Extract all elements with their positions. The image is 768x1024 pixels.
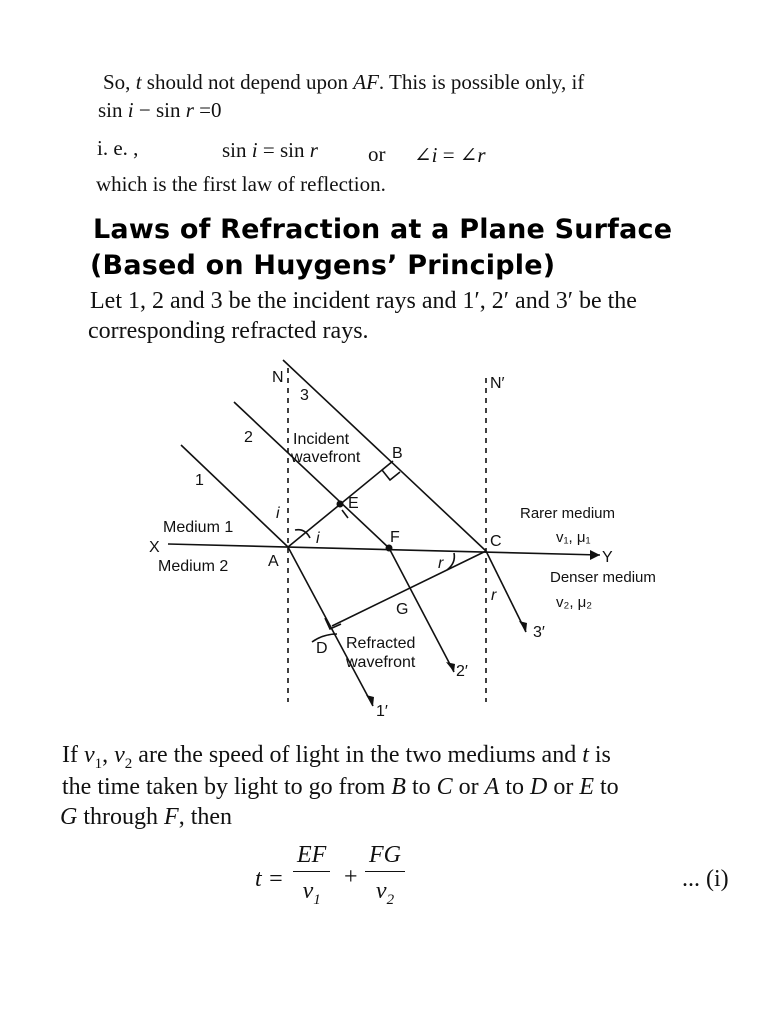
var-v: v xyxy=(302,878,314,904)
denominator-v1 xyxy=(293,872,330,909)
equation-plus: + xyxy=(344,864,358,890)
var-B: B xyxy=(391,774,406,800)
numerator-fg: FG xyxy=(365,842,405,872)
subscript: 1 xyxy=(94,755,103,772)
label-denser-medium: Denser medium xyxy=(550,569,656,586)
para2-line-2 xyxy=(62,774,619,801)
label-medium-1: Medium 1 xyxy=(163,519,234,536)
var-G: G xyxy=(60,804,78,830)
arrow-1p xyxy=(366,695,374,706)
refraction-diagram xyxy=(0,350,768,730)
incident-ray-2 xyxy=(234,402,389,548)
label-d: D xyxy=(316,640,328,657)
var-A: A xyxy=(484,774,500,800)
refracted-ray-1 xyxy=(288,547,373,706)
var-i: i xyxy=(431,143,438,167)
var-F: F xyxy=(164,804,179,830)
arrow-2p xyxy=(446,662,455,672)
text-run: , xyxy=(102,742,115,768)
var-r: r xyxy=(477,143,486,167)
text-run: So, xyxy=(103,70,136,94)
refracted-wavefront xyxy=(332,551,486,626)
var-AF: AF xyxy=(353,70,379,94)
label-n: N xyxy=(272,369,284,386)
var-C: C xyxy=(436,774,453,800)
text-run: or xyxy=(547,774,580,800)
var-t: t xyxy=(582,742,589,768)
label-angle-r-mid: r xyxy=(438,555,444,572)
label-incident: Incident xyxy=(293,431,350,448)
text-run: to xyxy=(405,774,437,800)
arrow-3p xyxy=(519,621,527,632)
subscript: 1 xyxy=(313,891,321,908)
arrow-y xyxy=(590,550,600,560)
subscript: 2 xyxy=(386,891,395,908)
text-run: is xyxy=(588,742,611,768)
label-angle-r-low: r xyxy=(491,587,497,604)
equation-sin xyxy=(222,138,318,163)
label-ray3: 3 xyxy=(300,387,309,404)
label-b: B xyxy=(392,445,403,462)
label-a: A xyxy=(268,553,279,570)
fraction-fg-v2 xyxy=(365,842,405,909)
label-angle-i-top: i xyxy=(276,505,280,522)
var-i: i xyxy=(251,138,258,162)
text-run: through xyxy=(77,804,165,830)
equation-or: or xyxy=(368,142,386,166)
text-run: or xyxy=(452,774,485,800)
label-n-prime: N′ xyxy=(490,375,505,392)
text-run: should not depend upon xyxy=(141,70,354,94)
label-refracted: Refracted xyxy=(346,635,416,652)
intro-line-2 xyxy=(98,98,222,123)
label-refracted-wavefront: wavefront xyxy=(346,654,416,671)
text-run: sin xyxy=(222,138,252,162)
label-ray2p: 2′ xyxy=(456,663,468,680)
para2-line-1 xyxy=(62,742,611,773)
label-ray1: 1 xyxy=(195,472,204,489)
var-r: r xyxy=(309,138,318,162)
text-run: to xyxy=(594,774,619,800)
text-run: the time taken by light to go from xyxy=(62,774,392,800)
text-run: If xyxy=(62,742,84,768)
text-run: = sin xyxy=(257,138,310,162)
var-v: v xyxy=(83,742,95,768)
label-e: E xyxy=(348,495,359,512)
surface-line-xy xyxy=(168,544,600,555)
label-rarer-medium: Rarer medium xyxy=(520,505,616,522)
equation-lhs: t = xyxy=(255,866,284,892)
text-run: = ∠ xyxy=(437,143,478,167)
label-ray3p: 3′ xyxy=(533,624,545,641)
label-v1-mu1: v₁, μ₁ xyxy=(556,529,591,546)
text-run: are the speed of light in the two mediums and xyxy=(132,742,583,768)
label-y: Y xyxy=(602,549,613,566)
label-g: G xyxy=(396,601,409,618)
text-run: to xyxy=(499,774,530,800)
text-run: , then xyxy=(178,804,233,830)
label-v2-mu2: v₂, μ₂ xyxy=(556,594,593,611)
point-e xyxy=(337,501,344,508)
text-run: − sin xyxy=(133,98,186,122)
equation-angle xyxy=(414,143,486,168)
label-wavefront: wavefront xyxy=(291,449,361,466)
ie-label: i. e. , xyxy=(97,136,139,160)
var-v: v xyxy=(114,742,125,768)
para2-line-3 xyxy=(60,804,232,831)
section-heading-line-2: (Based on Huygens’ Principle) xyxy=(90,250,556,281)
label-c: C xyxy=(490,533,502,550)
equation-tag: ... (i) xyxy=(682,866,729,892)
section-heading-line-1: Laws of Refraction at a Plane Surface xyxy=(93,214,673,245)
var-r: r xyxy=(185,98,194,122)
fraction-ef-v1 xyxy=(293,842,330,909)
denominator-v2 xyxy=(365,872,405,909)
intro-line-4: which is the first law of reflection. xyxy=(96,172,386,196)
label-medium-2: Medium 2 xyxy=(158,558,229,575)
text-run: =0 xyxy=(193,98,222,122)
text-run: sin xyxy=(98,98,128,122)
var-D: D xyxy=(529,774,548,800)
numerator-ef: EF xyxy=(293,842,330,872)
text-run: ∠ xyxy=(414,143,432,167)
para1-line-1: Let 1, 2 and 3 be the incident rays and 1′, 2′ and 3′ be the xyxy=(90,288,637,314)
var-t: t xyxy=(135,70,142,94)
label-f: F xyxy=(390,529,400,546)
label-angle-i-mid: i xyxy=(316,530,320,547)
var-E: E xyxy=(579,774,594,800)
var-i: i xyxy=(127,98,134,122)
var-v: v xyxy=(375,878,387,904)
intro-line-1 xyxy=(103,70,584,95)
right-angle-b xyxy=(382,470,400,480)
label-x: X xyxy=(149,539,160,556)
label-ray1p: 1′ xyxy=(376,703,388,720)
subscript: 2 xyxy=(124,755,133,772)
para1-line-2: corresponding refracted rays. xyxy=(88,318,369,344)
text-run: . This is possible only, if xyxy=(378,70,585,94)
label-ray2: 2 xyxy=(244,429,253,446)
